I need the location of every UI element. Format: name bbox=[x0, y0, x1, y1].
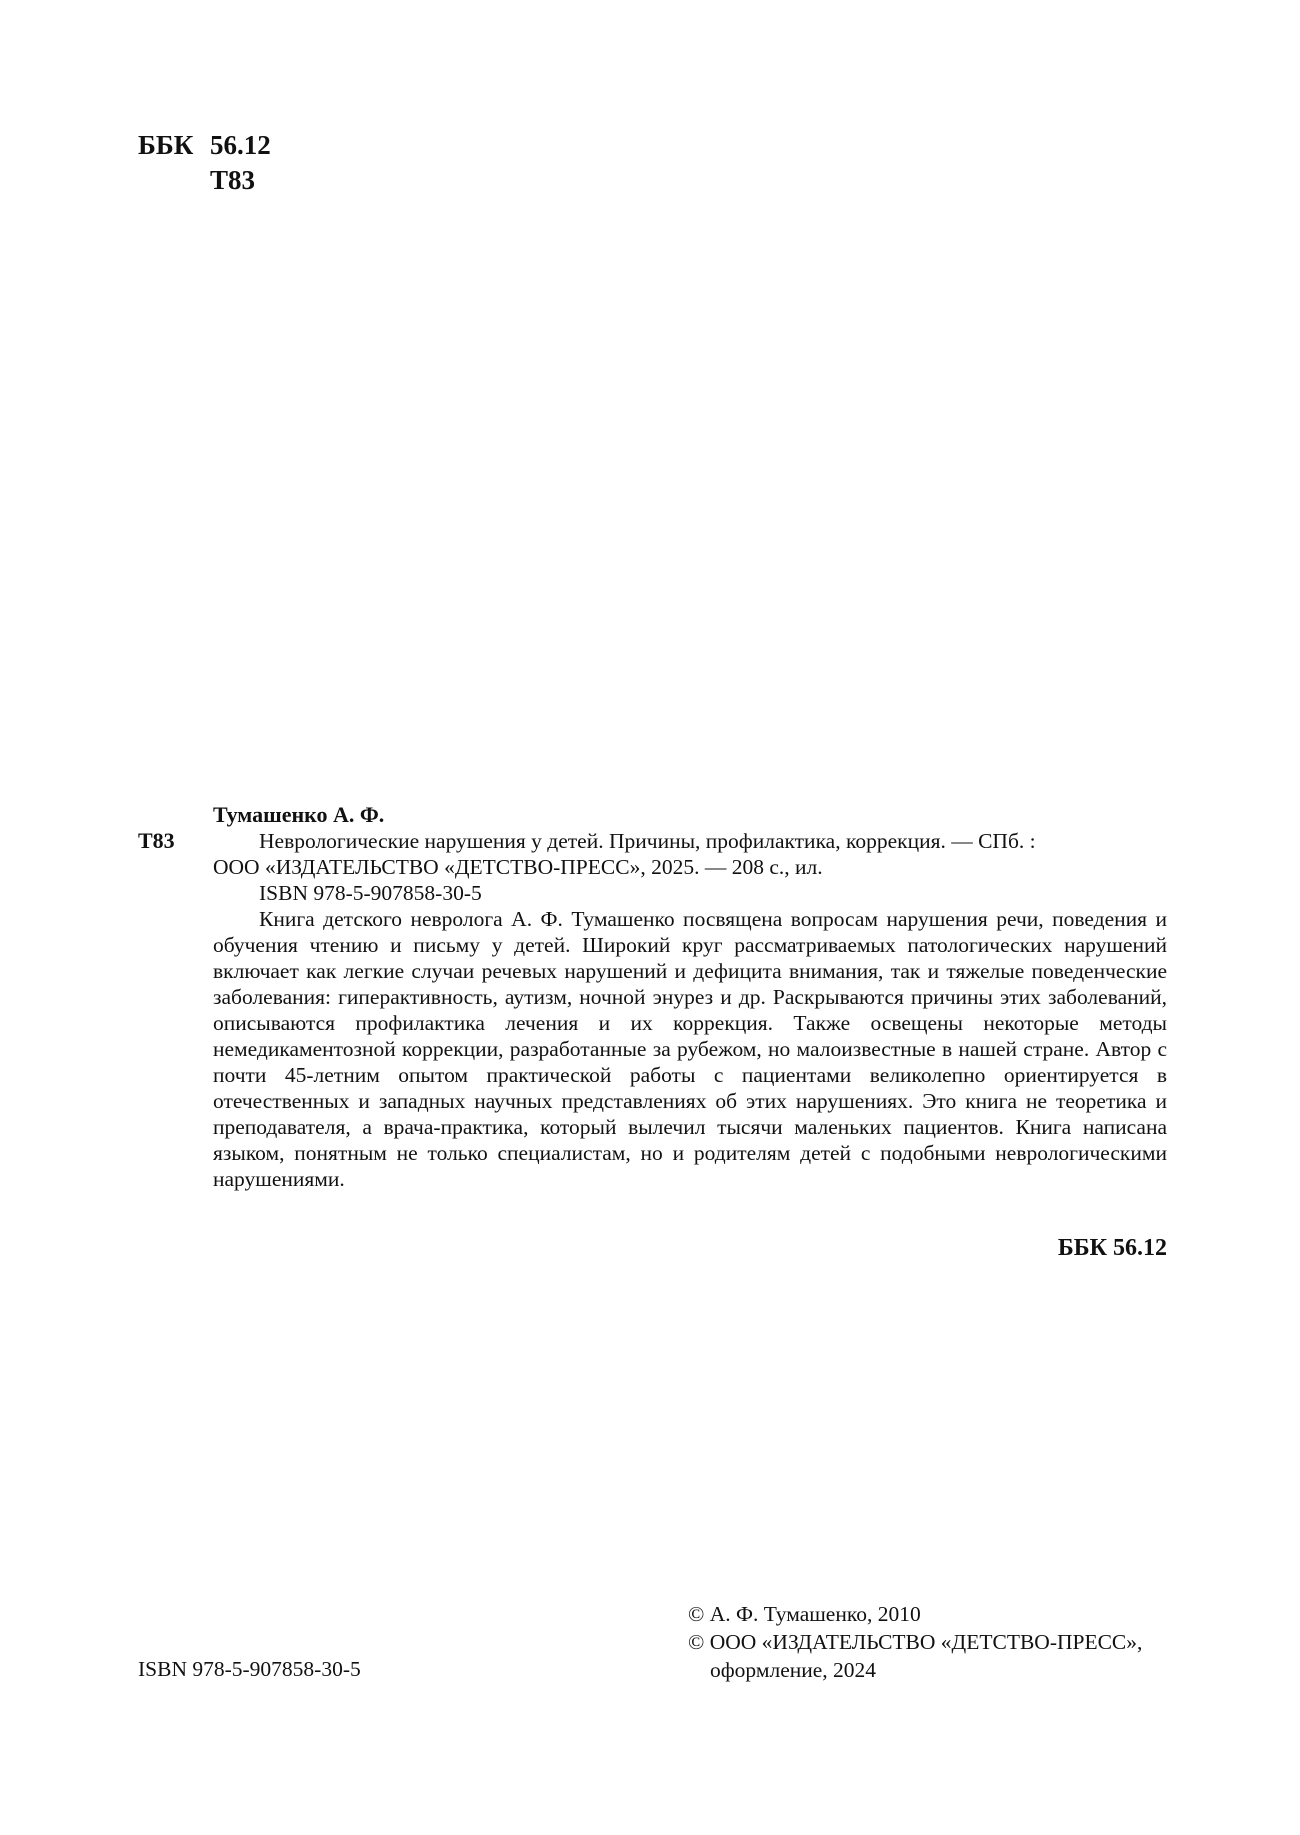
copyright-block bbox=[688, 1600, 1142, 1684]
title-line: Неврологические нарушения у детей. Причины, профилактика, коррекция. — СПб. : bbox=[259, 829, 1036, 853]
footer-isbn: ISBN 978-5-907858-30-5 bbox=[138, 1657, 361, 1681]
annotation: Книга детского невролога А. Ф. Тумашенко посвящена вопросам нарушения речи, поведения и обучения чтению и письму у детей. Широкий круг рассматриваемых патологических нарушений включает как легкие случаи речевых нарушений и дефицита внимания, так и тяжелые поведенческие заболевания: гиперактивность, аутизм, ночной энурез и др. Раскрываются причины этих заболеваний, описываются профилактика лечения и их коррекция. Также освещены некоторые методы немедикаментозной коррекции, разработанные за рубежом, но малоизвестные в нашей стране. Автор с почти 45-летним опытом практической работы с пациентами великолепно ориентируется в отечественных и западных научных представлениях об этих нарушениях. Это книга не теоретика и преподавателя, а врача-практика, который вылечил тысячи маленьких пациентов. Книга написана языком, понятным не только специалистам, но и родителям детей с подобными неврологическими нарушениями. bbox=[213, 907, 1167, 1191]
bbk-code: 56.12 bbox=[210, 130, 271, 160]
bibliographic-record bbox=[213, 802, 1167, 1192]
copyright-publisher-cont: оформление, 2024 bbox=[710, 1658, 877, 1682]
copyright-publisher: © ООО «ИЗДАТЕЛЬСТВО «ДЕТСТВО-ПРЕСС», bbox=[688, 1630, 1143, 1654]
author-mark: Т83 bbox=[210, 165, 256, 195]
publisher-line: ООО «ИЗДАТЕЛЬСТВО «ДЕТСТВО-ПРЕСС», 2025. — 208 с., ил. bbox=[213, 855, 823, 879]
bbk-label: ББК bbox=[138, 130, 194, 160]
bbk-bottom-code: ББК 56.12 bbox=[1057, 1235, 1167, 1261]
author-heading: Тумашенко А. Ф. bbox=[213, 802, 385, 827]
copyright-author: © А. Ф. Тумашенко, 2010 bbox=[688, 1602, 921, 1626]
isbn-line: ISBN 978-5-907858-30-5 bbox=[259, 881, 482, 905]
record-author-mark: Т83 bbox=[138, 828, 175, 853]
